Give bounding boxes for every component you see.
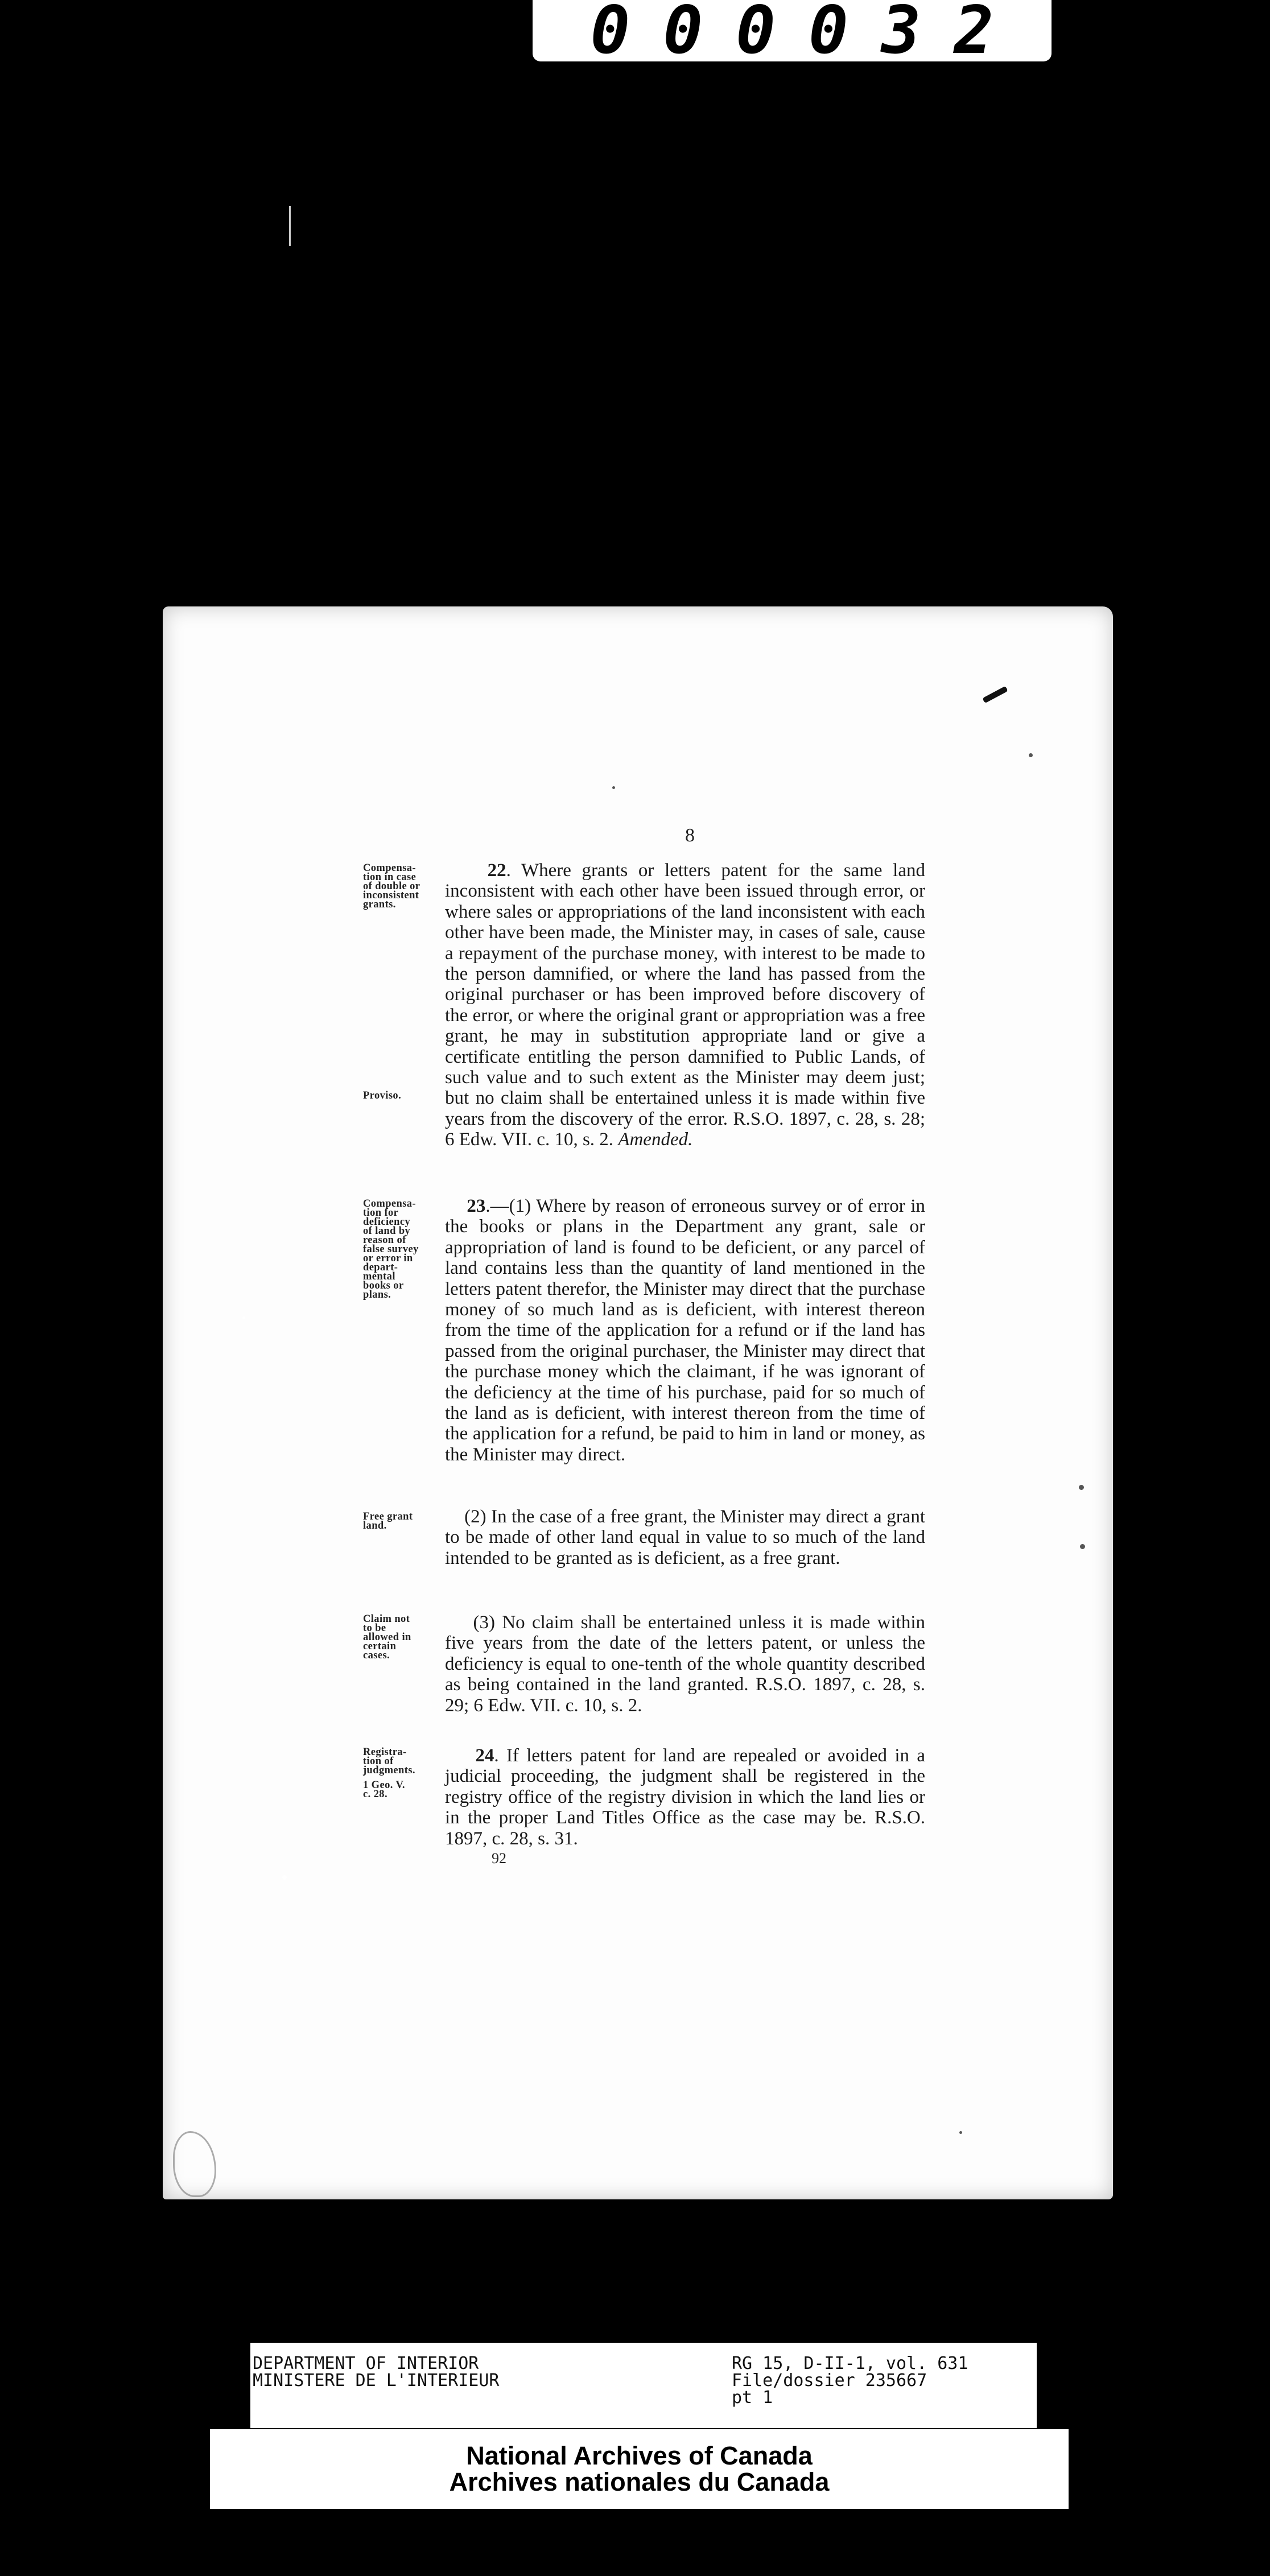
- margin-note-compensation-double-grants: Compensa- tion in case of double or inconsistent grants.: [363, 862, 420, 910]
- folio-number: 92: [492, 1850, 506, 1867]
- scan-speck: [1079, 1485, 1084, 1490]
- department-block: [253, 2355, 499, 2389]
- section-number: 23: [467, 1196, 486, 1216]
- archives-name-english: National Archives of Canada: [466, 2441, 813, 2470]
- page-number: 8: [685, 825, 695, 846]
- document-page: [163, 606, 1113, 2199]
- scan-speck: [282, 1875, 287, 1880]
- page-corner-curl: [173, 2131, 216, 2197]
- margin-note-proviso: Proviso.: [363, 1090, 402, 1101]
- margin-note-free-grant: Free grant land.: [363, 1511, 413, 1531]
- section-23-2-paragraph: [445, 1506, 925, 1568]
- section-24-paragraph: [445, 1745, 925, 1849]
- reference-line-1: RG 15, D-II-1, vol. 631: [732, 2354, 968, 2373]
- archives-banner: [210, 2429, 1069, 2509]
- section-text: . Where grants or letters patent for the same land inconsistent with each other have been issued through error, or where sales or appropriations of the land inconsistent with each other have been made, the Minister may, in cases of sale, cause a repayment of the purchase money, with interest to be made to the person damnified, or where the land has passed from the original purchaser or has been improved before discovery of the error, or where the original grant or appropriation was a free grant, he may in substitution appropriate land or give a certificate entitling the person damnified to Public Lands, of such value and to such extent as the Minister may deem just; but no claim shall be entertained unless it is made within five years from the discovery of the error. R.S.O. 1897, c. 28, s. 28; 6 Edw. VII. c. 10, s. 2.: [445, 860, 926, 1150]
- scan-speck: [242, 1316, 245, 1319]
- section-22-paragraph: [445, 860, 925, 1150]
- reference-line-3: pt 1: [732, 2388, 773, 2408]
- section-text: .—(1) Where by reason of erroneous survey or of error in the books or plans in the Department any grant, sale or appropriation of land is found to be deficient, or any parcel of land contains less than the quantity of land mentioned in the letters patent therefor, the Minister may direct that the purchase money of so much land as is deficient, with interest thereon from the time of the application for a refund or if the land has passed from the original purchaser, the Minister may direct that the purchase money which the claimant, if he was ignorant of the deficiency at the time of his purchase, paid for so much of the land as is deficient, with interest thereon from the time of the application for a refund, be paid to him in land or money, as the Minister may direct.: [445, 1196, 925, 1465]
- reference-line-2: File/dossier 235667: [732, 2371, 927, 2391]
- margin-note-claim-not-allowed: Claim not to be allowed in certain cases.: [363, 1613, 411, 1661]
- scan-artifact-line: [289, 206, 291, 246]
- scan-speck: [959, 2131, 962, 2134]
- section-number: 22: [487, 860, 506, 881]
- margin-note-statute-ref: 1 Geo. V. c. 28.: [363, 1780, 405, 1800]
- section-text: (3) No claim shall be entertained unless it is made within five years from the date of the letters patent, or unless the deficiency is equal to one-tenth of the whole quantity described as being contained in the land granted. R.S.O. 1897, c. 28, s. 29; 6 Edw. VII. c. 10, s. 2.: [445, 1612, 926, 1716]
- section-text: . If letters patent for land are repealed or avoided in a judicial proceeding, the judgment shall be registered in the registry office of the registry division in which the land lies or in the proper Land Titles Office as the case may be. R.S.O. 1897, c. 28, s. 31.: [445, 1745, 925, 1849]
- scan-speck: [1029, 753, 1033, 757]
- scan-speck: [1080, 1544, 1085, 1549]
- department-french: MINISTERE DE L'INTERIEUR: [253, 2371, 500, 2391]
- section-number: 24: [475, 1745, 494, 1766]
- archives-name-french: Archives nationales du Canada: [449, 2467, 830, 2496]
- pen-mark: [982, 686, 1008, 703]
- department-english: DEPARTMENT OF INTERIOR: [253, 2354, 479, 2373]
- scan-speck: [612, 786, 615, 789]
- archive-reference-label: [250, 2343, 1037, 2428]
- reference-block: [732, 2355, 968, 2406]
- document-stamp-number: 000032: [533, 0, 1052, 61]
- section-23-3-paragraph: [445, 1612, 925, 1716]
- margin-note-compensation-deficiency: Compensa- tion for deficiency of land by reason of false survey or error in depart- mental books or plans.: [363, 1198, 419, 1301]
- section-text: (2) In the case of a free grant, the Minister may direct a grant to be made of other land equal in value to so much of the land intended to be granted as is deficient, as a free grant.: [445, 1506, 926, 1568]
- amended-note: Amended.: [618, 1129, 693, 1150]
- margin-note-registration-judgments: Registra- tion of judgments.: [363, 1747, 415, 1776]
- section-23-1-paragraph: [445, 1196, 925, 1465]
